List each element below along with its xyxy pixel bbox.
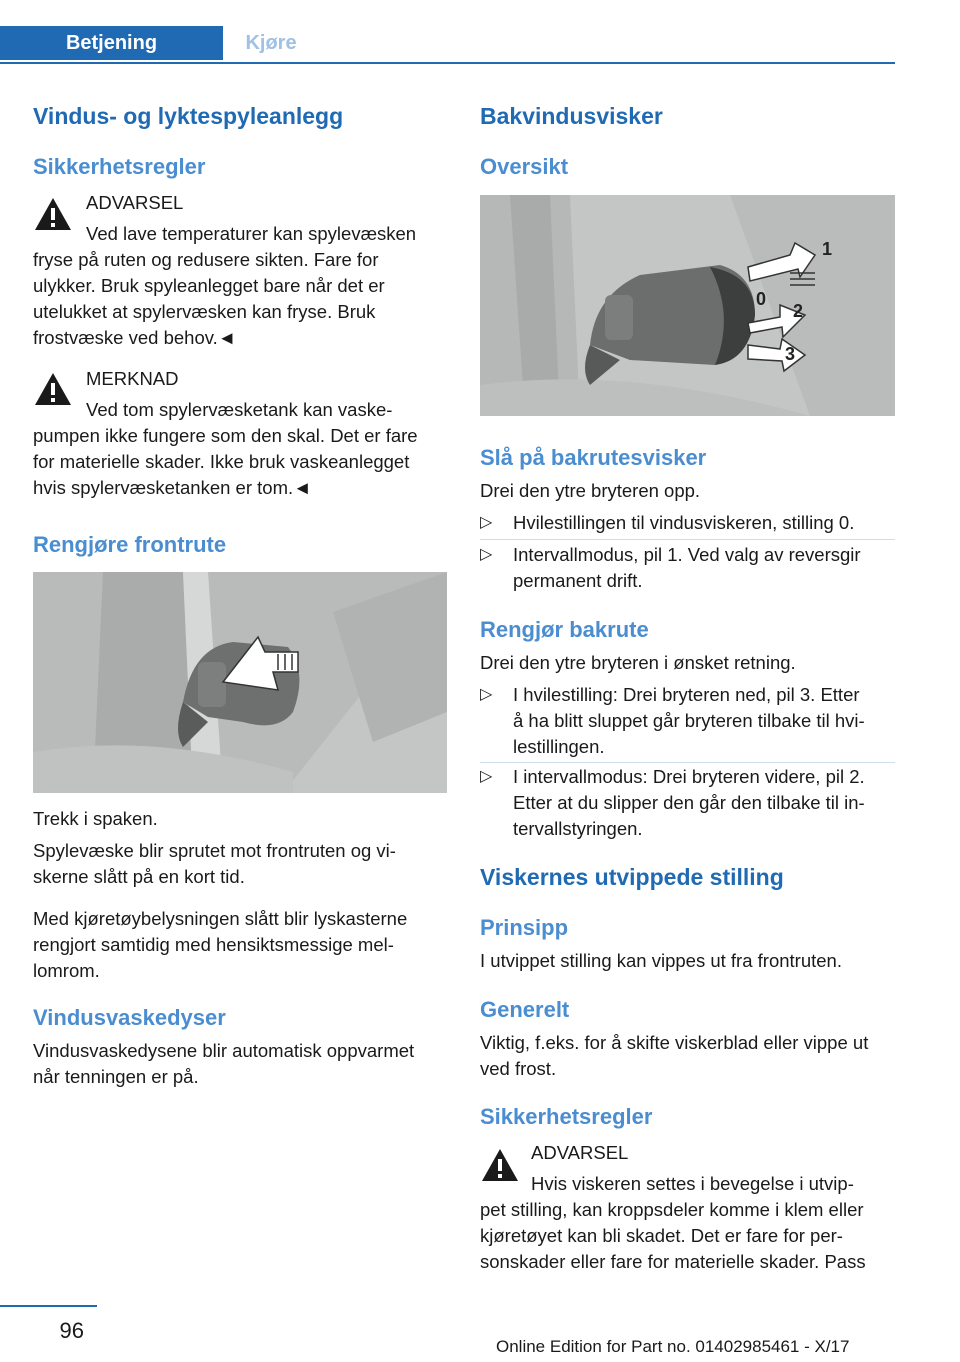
page-number: 96 xyxy=(59,1318,84,1343)
warning-text-line: kjøretøyet kan bli skadet. Det er fare for per- xyxy=(480,1225,843,1246)
warning-label: ADVARSEL xyxy=(531,1142,629,1163)
headlight-text-line: lomrom. xyxy=(33,960,100,981)
list-item: ▷ I intervallmodus: Drei bryteren videre, pil 2. Etter at du slipper den går den tilbake til in- tervallstyringen. xyxy=(480,766,865,839)
section-title-washer: Vindus- og lyktespyleanlegg xyxy=(33,103,344,129)
notice-text-line: for materielle skader. Ikke bruk vaskeanlegget xyxy=(33,451,410,472)
heading-nozzles: Vindusvaskedyser xyxy=(33,1005,226,1030)
clean-text: Drei den ytre bryteren i ønsket retning. xyxy=(480,652,796,673)
nozzles-text-line: Vindusvaskedysene blir automatisk oppvarmet xyxy=(33,1040,415,1061)
notice-text-line: pumpen ikke fungere som den skal. Det er fare xyxy=(33,425,418,446)
pull-lever-text: Trekk i spaken. xyxy=(33,808,158,829)
warning-text-line: Hvis viskeren settes i bevegelse i utvip- xyxy=(531,1173,854,1194)
nozzles-text-line: når tenningen er på. xyxy=(33,1066,199,1087)
spray-text-line: Spylevæske blir sprutet mot frontruten og vi- xyxy=(33,840,396,861)
list-divider xyxy=(480,539,895,540)
rear-wiper-stalk-illustration xyxy=(480,195,895,416)
section-title-fold-out-position: Viskernes utvippede stilling xyxy=(480,864,784,890)
footer-rule xyxy=(0,1305,97,1307)
general-text-line: ved frost. xyxy=(480,1058,557,1079)
chapter-tabs xyxy=(0,26,895,64)
warning-triangle-icon xyxy=(480,1146,520,1184)
arrow-1-label: 1 xyxy=(822,239,833,259)
notice-label: MERKNAD xyxy=(86,368,179,389)
warning-triangle-icon xyxy=(33,370,73,408)
warning-text-line: Ved lave temperaturer kan spylevæsken xyxy=(86,223,417,244)
on-text: Drei den ytre bryteren opp. xyxy=(480,480,701,501)
principle-text: I utvippet stilling kan vippes ut fra frontruten. xyxy=(480,950,842,971)
tab-betjening[interactable]: Betjening xyxy=(0,26,223,60)
arrow-2-label: 2 xyxy=(793,301,804,321)
warning-text-line: frostvæske ved behov.◄ xyxy=(33,327,237,348)
general-text-line: Viktig, f.eks. for å skifte viskerblad eller vippe ut xyxy=(480,1032,869,1053)
heading-clean-rear-window: Rengjør bakrute xyxy=(480,617,649,642)
headlight-text-line: Med kjøretøybelysningen slått blir lyskasterne xyxy=(33,908,408,929)
edition-text: Online Edition for Part no. 01402985461 - X/17 xyxy=(496,1337,850,1356)
position-0-label: 0 xyxy=(756,289,767,309)
warning-text-line: ulykker. Bruk spyleanlegget bare når det er xyxy=(33,275,385,296)
warning-text-line: fryse på ruten og redusere sikten. Fare for xyxy=(33,249,379,270)
warning-text-line: utelukket at spylervæsken kan fryse. Bruk xyxy=(33,301,376,322)
bullet-triangle-icon: ▷ xyxy=(480,768,493,785)
notice-text-line: Ved tom spylervæsketank kan vaske- xyxy=(86,399,393,420)
warning-text-line: sonskader eller fare for materielle skader. Pass xyxy=(480,1251,866,1272)
headlight-text-line: rengjort samtidig med hensiktsmessige mel- xyxy=(33,934,394,955)
bullet-triangle-icon: ▷ xyxy=(480,514,493,531)
section-title-rear-wiper: Bakvindusvisker xyxy=(480,103,663,129)
list-item: ▷ Hvilestillingen til vindusviskeren, stilling 0. xyxy=(480,510,895,536)
heading-clean-windscreen: Rengjøre frontrute xyxy=(33,532,227,557)
warning-text-line: pet stilling, kan kroppsdeler komme i klem eller xyxy=(480,1199,864,1220)
list-divider xyxy=(480,762,895,763)
bullet-triangle-icon: ▷ xyxy=(480,686,493,703)
heading-general: Generelt xyxy=(480,997,570,1022)
heading-switch-on-rear-wiper: Slå på bakrutesvisker xyxy=(480,445,707,470)
tab-kjore[interactable]: Kjøre xyxy=(245,32,297,54)
warning-label: ADVARSEL xyxy=(86,192,184,213)
arrow-3-label: 3 xyxy=(785,344,796,364)
heading-principle: Prinsipp xyxy=(480,915,569,940)
heading-safety: Sikkerhetsregler xyxy=(33,154,206,179)
warning-triangle-icon xyxy=(33,195,73,233)
heading-safety-fold: Sikkerhetsregler xyxy=(480,1104,653,1129)
washer-stalk-illustration xyxy=(33,572,447,793)
heading-overview: Oversikt xyxy=(480,154,569,179)
list-item: ▷ I hvilestilling: Drei bryteren ned, pil 3. Etter å ha blitt sluppet går bryteren tilbake til hvi- lestillingen. xyxy=(480,684,865,757)
list-item: ▷ Intervallmodus, pil 1. Ved valg av reversgir permanent drift. xyxy=(480,544,861,591)
notice-text-line: hvis spylervæsketanken er tom.◄ xyxy=(33,477,312,498)
spray-text-line: skerne slått på en kort tid. xyxy=(33,866,245,887)
bullet-triangle-icon: ▷ xyxy=(480,546,493,563)
